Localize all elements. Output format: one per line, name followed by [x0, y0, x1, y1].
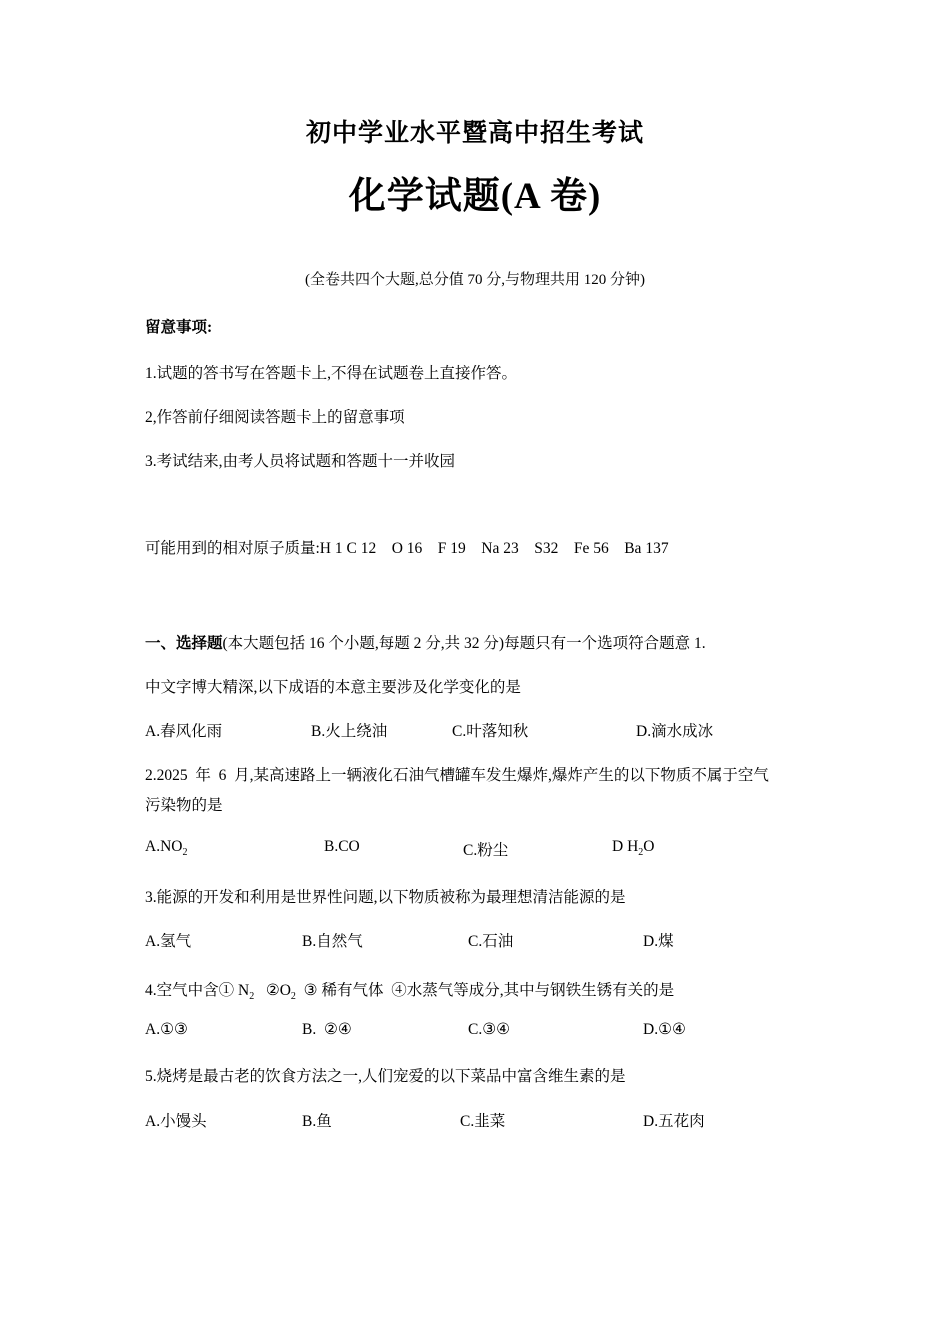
- answer-option: D.五花肉: [643, 1113, 705, 1130]
- answer-option: B.火上绕油: [311, 723, 388, 740]
- answer-option: C.粉尘: [463, 842, 509, 859]
- answer-option: [145, 838, 187, 856]
- notice-heading: 留意事项:: [145, 319, 213, 336]
- question-stem: [145, 978, 674, 1000]
- answer-option: B. ②④: [302, 1021, 352, 1038]
- section-heading-line: [145, 631, 706, 653]
- option-text: D H: [612, 838, 639, 855]
- answer-option: B.鱼: [302, 1113, 332, 1130]
- answer-option: C.韭菜: [460, 1113, 506, 1130]
- answer-option: C.③④: [468, 1021, 511, 1038]
- option-text-tail: O: [643, 838, 655, 855]
- question-stem: 2.2025 年 6 月,某高速路上一辆液化石油气槽罐车发生爆炸,爆炸产生的以下物质不属于空气: [145, 767, 769, 784]
- atomic-mass-line: 可能用到的相对原子质量:H 1 C 12 O 16 F 19 Na 23 S32 Fe 56 Ba 137: [145, 540, 669, 557]
- section-description: (本大题包括 16 个小题,每题 2 分,共 32 分)每题只有一个选项符合题意 1.: [222, 635, 706, 652]
- notice-item: 1.试题的答书写在答题卡上,不得在试题卷上直接作答。: [145, 365, 518, 382]
- notice-item: 3.考试结来,由考人员将试题和答题十一并收园: [145, 453, 456, 470]
- question-stem: 中文字博大精深,以下成语的本意主要涉及化学变化的是: [145, 679, 521, 696]
- answer-option: A.小馒头: [145, 1113, 207, 1130]
- question-stem-continued: 污染物的是: [145, 797, 223, 814]
- answer-option: D.①④: [643, 1021, 686, 1038]
- option-text: A.NO: [145, 838, 183, 855]
- answer-option: A.氢气: [145, 933, 192, 950]
- subscript: 2: [638, 847, 644, 858]
- subject-title: 化学试题(A 卷): [348, 176, 602, 217]
- answer-option: D.煤: [643, 933, 674, 950]
- stem-part: 4.空气中含① N: [145, 982, 250, 999]
- question-stem: 5.烧烤是最古老的饮食方法之一,人们宠爱的以下菜品中富含维生素的是: [145, 1068, 626, 1085]
- exam-title: 初中学业水平暨高中招生考试: [305, 120, 644, 147]
- question-stem: 3.能源的开发和利用是世界性问题,以下物质被称为最理想清洁能源的是: [145, 889, 626, 906]
- subscript: 2: [290, 991, 296, 1002]
- subscript: 2: [182, 847, 188, 858]
- stem-part: ②O: [254, 982, 291, 999]
- answer-option: B.CO: [324, 838, 360, 855]
- stem-part: ③ 稀有气体 ④水蒸气等成分,其中与钢铁生锈有关的是: [295, 982, 675, 999]
- answer-option: D.滴水成冰: [636, 723, 714, 740]
- answer-option: [612, 838, 654, 856]
- answer-option: A.①③: [145, 1021, 188, 1038]
- section-heading: 一、选择题: [145, 635, 223, 652]
- exam-note: (全卷共四个大题,总分值 70 分,与物理共用 120 分钟): [305, 272, 645, 288]
- answer-option: B.自然气: [302, 933, 363, 950]
- answer-option: C.石油: [468, 933, 514, 950]
- notice-item: 2,作答前仔细阅读答题卡上的留意事项: [145, 409, 405, 426]
- answer-option: A.春风化雨: [145, 723, 223, 740]
- subscript: 2: [249, 991, 255, 1002]
- answer-option: C.叶落知秋: [452, 723, 529, 740]
